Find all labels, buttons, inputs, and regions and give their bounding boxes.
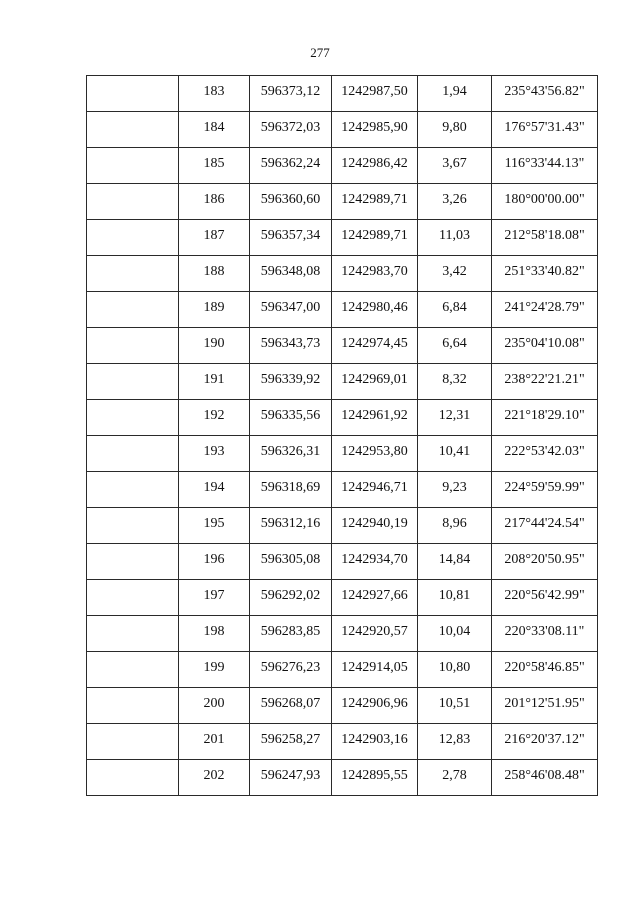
- point-number-cell: 189: [179, 292, 250, 328]
- azimuth-cell: 222°53'42.03": [492, 436, 598, 472]
- point-number-cell: 194: [179, 472, 250, 508]
- x-coordinate-cell: 596362,24: [250, 148, 332, 184]
- azimuth-cell: 176°57'31.43": [492, 112, 598, 148]
- empty-cell: [87, 760, 179, 796]
- table-row: [87, 544, 598, 580]
- x-coordinate-cell: 596343,73: [250, 328, 332, 364]
- azimuth-cell: 241°24'28.79": [492, 292, 598, 328]
- table-row: [87, 616, 598, 652]
- empty-cell: [87, 328, 179, 364]
- table-row: [87, 148, 598, 184]
- azimuth-cell: 221°18'29.10": [492, 400, 598, 436]
- empty-cell: [87, 724, 179, 760]
- coordinates-table: [86, 75, 598, 796]
- azimuth-cell: 201°12'51.95": [492, 688, 598, 724]
- point-number-cell: 187: [179, 220, 250, 256]
- y-coordinate-cell: 1242895,55: [332, 760, 418, 796]
- distance-cell: 9,80: [418, 112, 492, 148]
- point-number-cell: 185: [179, 148, 250, 184]
- point-number-cell: 202: [179, 760, 250, 796]
- x-coordinate-cell: 596305,08: [250, 544, 332, 580]
- y-coordinate-cell: 1242914,05: [332, 652, 418, 688]
- point-number-cell: 186: [179, 184, 250, 220]
- y-coordinate-cell: 1242989,71: [332, 184, 418, 220]
- distance-cell: 6,64: [418, 328, 492, 364]
- point-number-cell: 201: [179, 724, 250, 760]
- distance-cell: 9,23: [418, 472, 492, 508]
- table-row: [87, 580, 598, 616]
- x-coordinate-cell: 596292,02: [250, 580, 332, 616]
- distance-cell: 1,94: [418, 76, 492, 112]
- x-coordinate-cell: 596348,08: [250, 256, 332, 292]
- point-number-cell: 199: [179, 652, 250, 688]
- table-row: [87, 508, 598, 544]
- azimuth-cell: 238°22'21.21": [492, 364, 598, 400]
- table-row: [87, 220, 598, 256]
- table-row: [87, 436, 598, 472]
- point-number-cell: 196: [179, 544, 250, 580]
- point-number-cell: 197: [179, 580, 250, 616]
- azimuth-cell: 235°43'56.82": [492, 76, 598, 112]
- x-coordinate-cell: 596312,16: [250, 508, 332, 544]
- distance-cell: 10,41: [418, 436, 492, 472]
- table-row: [87, 400, 598, 436]
- empty-cell: [87, 652, 179, 688]
- x-coordinate-cell: 596276,23: [250, 652, 332, 688]
- point-number-cell: 193: [179, 436, 250, 472]
- x-coordinate-cell: 596258,27: [250, 724, 332, 760]
- coordinates-table-body: [87, 76, 598, 796]
- y-coordinate-cell: 1242969,01: [332, 364, 418, 400]
- distance-cell: 11,03: [418, 220, 492, 256]
- x-coordinate-cell: 596360,60: [250, 184, 332, 220]
- point-number-cell: 191: [179, 364, 250, 400]
- y-coordinate-cell: 1242934,70: [332, 544, 418, 580]
- azimuth-cell: 116°33'44.13": [492, 148, 598, 184]
- y-coordinate-cell: 1242983,70: [332, 256, 418, 292]
- azimuth-cell: 258°46'08.48": [492, 760, 598, 796]
- azimuth-cell: 217°44'24.54": [492, 508, 598, 544]
- y-coordinate-cell: 1242920,57: [332, 616, 418, 652]
- table-row: [87, 76, 598, 112]
- page-number: 277: [310, 45, 330, 60]
- empty-cell: [87, 148, 179, 184]
- empty-cell: [87, 544, 179, 580]
- x-coordinate-cell: 596268,07: [250, 688, 332, 724]
- x-coordinate-cell: 596357,34: [250, 220, 332, 256]
- table-row: [87, 184, 598, 220]
- y-coordinate-cell: 1242927,66: [332, 580, 418, 616]
- distance-cell: 10,80: [418, 652, 492, 688]
- y-coordinate-cell: 1242903,16: [332, 724, 418, 760]
- empty-cell: [87, 472, 179, 508]
- table-row: [87, 760, 598, 796]
- y-coordinate-cell: 1242980,46: [332, 292, 418, 328]
- distance-cell: 3,67: [418, 148, 492, 184]
- distance-cell: 3,26: [418, 184, 492, 220]
- x-coordinate-cell: 596339,92: [250, 364, 332, 400]
- x-coordinate-cell: 596283,85: [250, 616, 332, 652]
- empty-cell: [87, 364, 179, 400]
- azimuth-cell: 235°04'10.08": [492, 328, 598, 364]
- x-coordinate-cell: 596347,00: [250, 292, 332, 328]
- point-number-cell: 192: [179, 400, 250, 436]
- azimuth-cell: 220°58'46.85": [492, 652, 598, 688]
- table-row: [87, 364, 598, 400]
- azimuth-cell: 212°58'18.08": [492, 220, 598, 256]
- table-row: [87, 292, 598, 328]
- empty-cell: [87, 400, 179, 436]
- point-number-cell: 195: [179, 508, 250, 544]
- empty-cell: [87, 76, 179, 112]
- point-number-cell: 188: [179, 256, 250, 292]
- point-number-cell: 183: [179, 76, 250, 112]
- table-row: [87, 328, 598, 364]
- azimuth-cell: 220°33'08.11": [492, 616, 598, 652]
- y-coordinate-cell: 1242987,50: [332, 76, 418, 112]
- azimuth-cell: 220°56'42.99": [492, 580, 598, 616]
- empty-cell: [87, 184, 179, 220]
- distance-cell: 8,96: [418, 508, 492, 544]
- point-number-cell: 190: [179, 328, 250, 364]
- distance-cell: 8,32: [418, 364, 492, 400]
- empty-cell: [87, 616, 179, 652]
- empty-cell: [87, 688, 179, 724]
- y-coordinate-cell: 1242940,19: [332, 508, 418, 544]
- empty-cell: [87, 292, 179, 328]
- table-row: [87, 256, 598, 292]
- azimuth-cell: 180°00'00.00": [492, 184, 598, 220]
- empty-cell: [87, 220, 179, 256]
- y-coordinate-cell: 1242953,80: [332, 436, 418, 472]
- y-coordinate-cell: 1242906,96: [332, 688, 418, 724]
- table-row: [87, 724, 598, 760]
- distance-cell: 3,42: [418, 256, 492, 292]
- x-coordinate-cell: 596335,56: [250, 400, 332, 436]
- y-coordinate-cell: 1242985,90: [332, 112, 418, 148]
- y-coordinate-cell: 1242986,42: [332, 148, 418, 184]
- x-coordinate-cell: 596326,31: [250, 436, 332, 472]
- empty-cell: [87, 112, 179, 148]
- point-number-cell: 184: [179, 112, 250, 148]
- distance-cell: 10,04: [418, 616, 492, 652]
- empty-cell: [87, 508, 179, 544]
- y-coordinate-cell: 1242946,71: [332, 472, 418, 508]
- x-coordinate-cell: 596247,93: [250, 760, 332, 796]
- table-row: [87, 652, 598, 688]
- empty-cell: [87, 256, 179, 292]
- empty-cell: [87, 436, 179, 472]
- x-coordinate-cell: 596373,12: [250, 76, 332, 112]
- azimuth-cell: 216°20'37.12": [492, 724, 598, 760]
- y-coordinate-cell: 1242961,92: [332, 400, 418, 436]
- azimuth-cell: 251°33'40.82": [492, 256, 598, 292]
- distance-cell: 6,84: [418, 292, 492, 328]
- table-row: [87, 472, 598, 508]
- y-coordinate-cell: 1242989,71: [332, 220, 418, 256]
- azimuth-cell: 208°20'50.95": [492, 544, 598, 580]
- table-row: [87, 688, 598, 724]
- distance-cell: 12,83: [418, 724, 492, 760]
- point-number-cell: 198: [179, 616, 250, 652]
- y-coordinate-cell: 1242974,45: [332, 328, 418, 364]
- distance-cell: 10,81: [418, 580, 492, 616]
- distance-cell: 14,84: [418, 544, 492, 580]
- table-row: [87, 112, 598, 148]
- distance-cell: 10,51: [418, 688, 492, 724]
- x-coordinate-cell: 596372,03: [250, 112, 332, 148]
- distance-cell: 12,31: [418, 400, 492, 436]
- point-number-cell: 200: [179, 688, 250, 724]
- x-coordinate-cell: 596318,69: [250, 472, 332, 508]
- distance-cell: 2,78: [418, 760, 492, 796]
- azimuth-cell: 224°59'59.99": [492, 472, 598, 508]
- empty-cell: [87, 580, 179, 616]
